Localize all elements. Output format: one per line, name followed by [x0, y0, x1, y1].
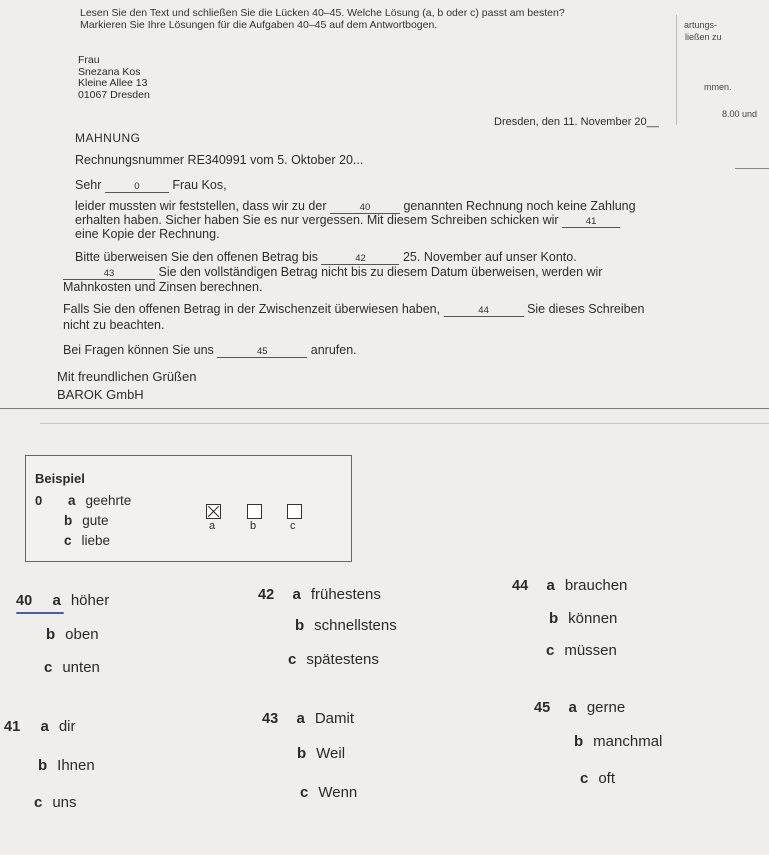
example-box — [25, 455, 352, 562]
question-40-option-b[interactable]: b oben — [46, 626, 99, 643]
question-45-option-b[interactable]: b manchmal — [574, 733, 663, 750]
paragraph-line: eine Kopie der Rechnung. — [75, 227, 220, 241]
margin-fragment: 8.00 und — [722, 109, 758, 119]
question-41-option-b[interactable]: b Ihnen — [38, 757, 95, 774]
invoice-line: Rechnungsnummer RE340991 vom 5. Oktober 20... — [75, 153, 364, 167]
question-44-option-a[interactable]: 44 a brauchen — [512, 577, 628, 594]
question-44-option-c[interactable]: c müssen — [546, 642, 617, 659]
blank-43: 43 — [63, 268, 155, 280]
example-option-c: c liebe — [64, 533, 111, 548]
question-43-option-a[interactable]: 43 a Damit — [262, 710, 354, 727]
question-42-option-a[interactable]: 42 a frühestens — [258, 586, 381, 603]
address-line: Frau — [78, 54, 100, 66]
blank-45: 45 — [217, 346, 307, 358]
blank-0: 0 — [105, 181, 169, 193]
margin-fragment: artungs- — [684, 20, 718, 30]
question-41-option-a[interactable]: 41 a dir — [4, 718, 76, 735]
address-line: 01067 Dresden — [78, 88, 150, 101]
address-line: Kleine Allee 13 — [78, 77, 148, 89]
blank-42: 42 — [321, 253, 399, 265]
example-option-b: b gute — [64, 513, 109, 528]
closing: Mit freundlichen Grüßen — [57, 369, 197, 384]
example-number: 0 — [35, 493, 43, 508]
example-option-a: a geehrte — [68, 493, 132, 508]
example-checkbox-c[interactable] — [287, 504, 302, 519]
address-line: Snezana Kos — [78, 65, 141, 78]
question-42-option-c[interactable]: c spätestens — [288, 651, 379, 668]
recipient-address — [78, 55, 150, 101]
date-line: Dresden, den 11. November 20__ — [494, 116, 659, 128]
paragraph-line: Mahnkosten und Zinsen berechnen. — [63, 280, 263, 294]
paragraph-line: Bitte überweisen Sie den offenen Betrag bis 42 25. November auf unser Konto. — [75, 250, 577, 264]
question-45-option-c[interactable]: c oft — [580, 770, 616, 787]
paragraph-line: nicht zu beachten. — [63, 318, 165, 332]
question-44-option-b[interactable]: b können — [549, 610, 618, 627]
example-checkbox-b[interactable] — [247, 504, 262, 519]
margin-fragment: mmen. — [704, 82, 732, 92]
paragraph-line: leider mussten wir feststellen, dass wir zu der 40 genannten Rechnung noch keine Zahlung — [75, 199, 636, 213]
question-43-option-c[interactable]: c Wenn — [300, 784, 358, 801]
question-40-option-c[interactable]: c unten — [44, 659, 100, 676]
blank-41: 41 — [562, 216, 620, 228]
example-checkbox-a-checked[interactable] — [206, 504, 221, 519]
paragraph-line: 43 Sie den vollständigen Betrag nicht bis zu diesem Datum überweisen, werden wir — [63, 265, 602, 280]
question-40-option-a[interactable]: 40 a höher — [16, 592, 110, 609]
margin-fragment: ließen zu — [685, 32, 722, 42]
question-45-option-a[interactable]: 45 a gerne — [534, 699, 626, 716]
paragraph-line: Falls Sie den offenen Betrag in der Zwischenzeit überwiesen haben, 44 Sie dieses Schreiben — [63, 302, 645, 316]
checkbox-label-c: c — [290, 520, 296, 532]
checkbox-label-b: b — [250, 520, 257, 532]
checkbox-label-a: a — [209, 520, 216, 532]
question-42-option-b[interactable]: b schnellstens — [295, 617, 397, 634]
letter-subject: MAHNUNG — [75, 131, 141, 145]
blank-40: 40 — [330, 202, 400, 214]
paragraph-line: erhalten haben. Sicher haben Sie es nur vergessen. Mit diesem Schreiben schicken wir 41 — [75, 213, 620, 228]
instruction-line-2: Markieren Sie Ihre Lösungen für die Aufgaben 40–45 auf dem Antwortbogen. — [80, 19, 438, 31]
instruction-line-1: Lesen Sie den Text und schließen Sie die Lücken 40–45. Welche Lösung (a, b oder c) passt am besten? — [80, 7, 565, 19]
handwritten-underline — [16, 612, 64, 614]
question-43-option-b[interactable]: b Weil — [297, 745, 346, 762]
example-title: Beispiel — [35, 471, 85, 486]
question-41-option-c[interactable]: c uns — [34, 794, 77, 811]
company-name: BAROK GmbH — [57, 387, 144, 402]
blank-44: 44 — [444, 305, 524, 317]
salutation: Sehr 0 Frau Kos, — [75, 178, 227, 192]
paragraph-line: Bei Fragen können Sie uns 45 anrufen. — [63, 343, 357, 357]
